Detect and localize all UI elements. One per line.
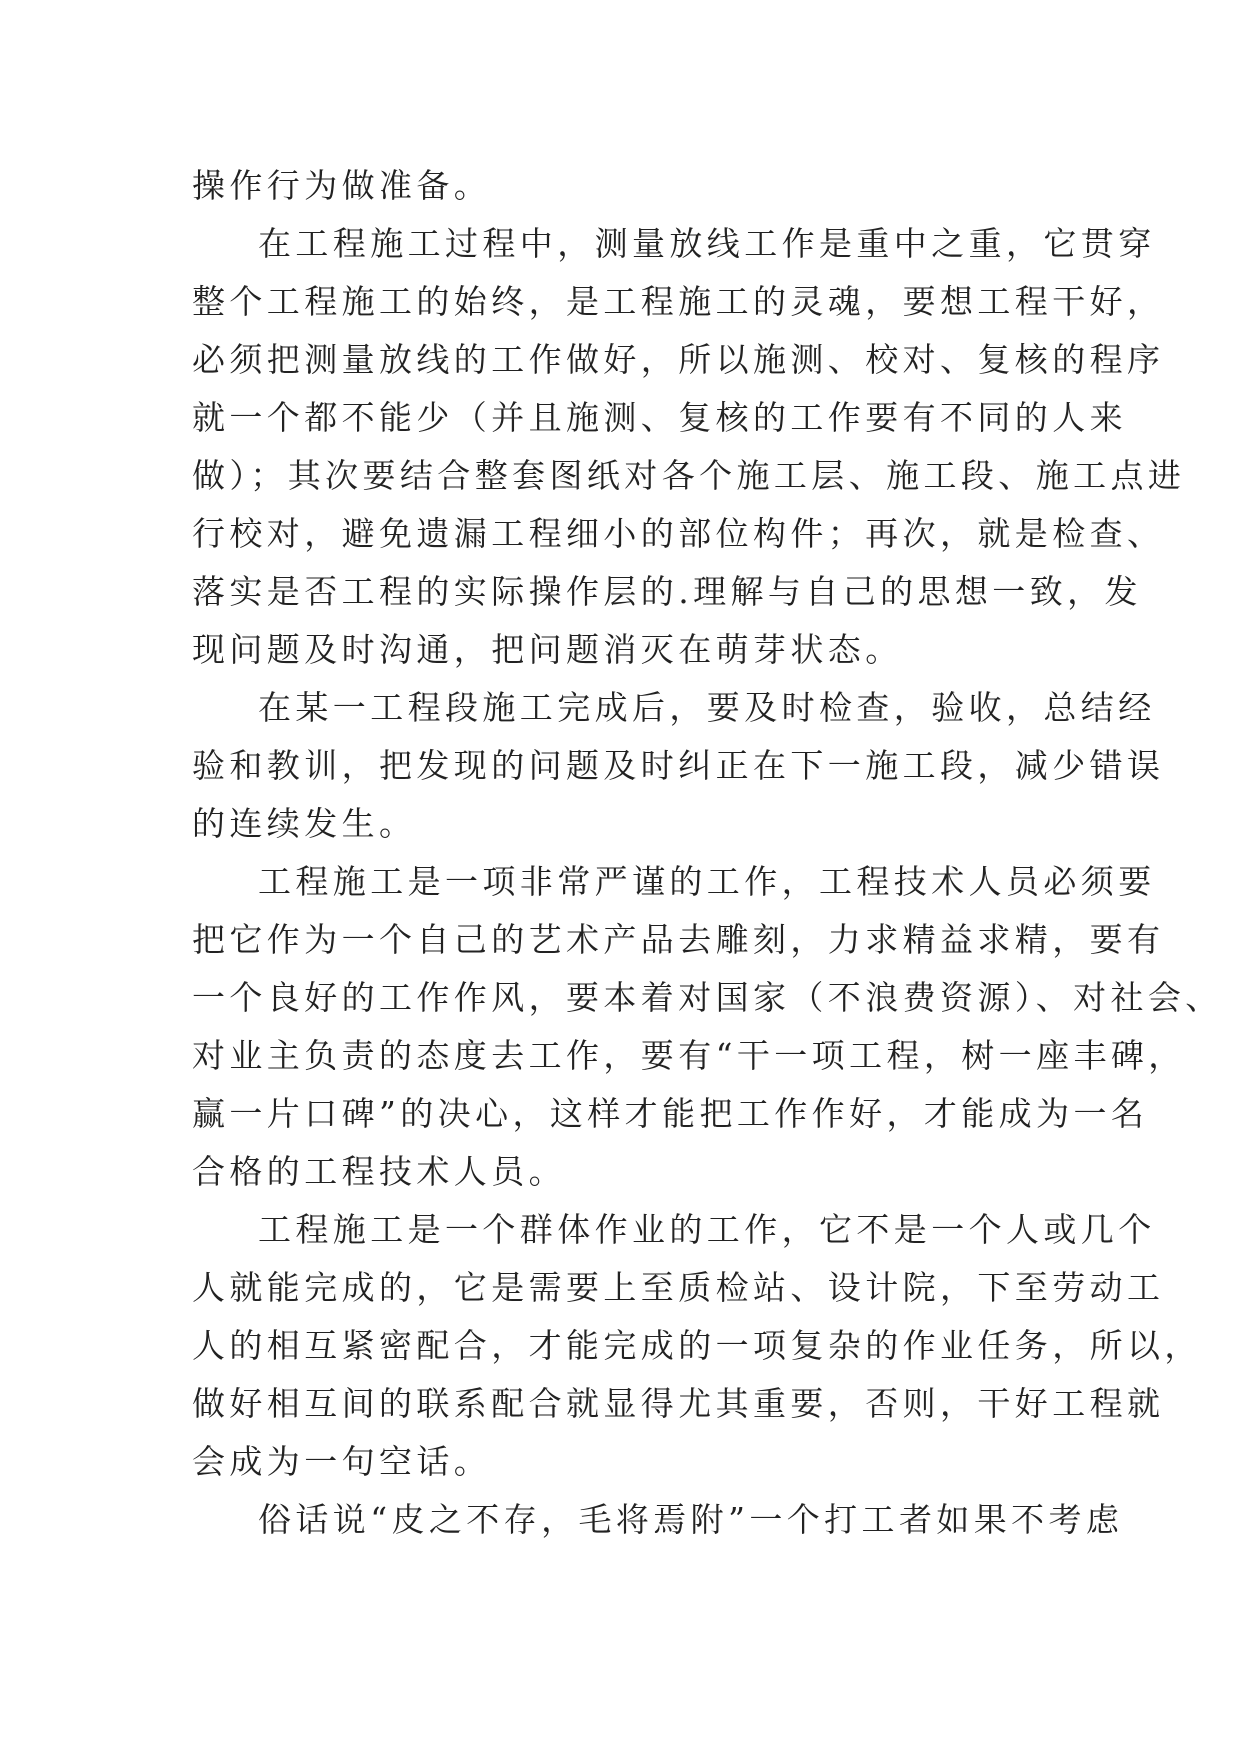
text-line: 在工程施工过程中，测量放线工作是重中之重，它贯穿: [258, 224, 1156, 263]
text-line: 做）；其次要结合整套图纸对各个施工层、施工段、施工点进: [192, 456, 1186, 495]
text-line: 行校对，避免遗漏工程细小的部位构件；再次，就是检查、: [192, 514, 1165, 553]
text-line: 人就能完成的，它是需要上至质检站、设计院，下至劳动工: [192, 1268, 1165, 1307]
text-line: 就一个都不能少（并且施测、复核的工作要有不同的人来: [192, 398, 1127, 437]
text-line: 现问题及时沟通，把问题消灭在萌芽状态。: [192, 630, 903, 669]
text-line: 落实是否工程的实际操作层的.理解与自己的思想一致，发: [192, 572, 1142, 611]
text-line: 的连续发生。: [192, 804, 417, 843]
text-line: 合格的工程技术人员。: [192, 1152, 566, 1191]
text-line: 把它作为一个自己的艺术产品去雕刻，力求精益求精，要有: [192, 920, 1165, 959]
text-line: 会成为一句空话。: [192, 1442, 492, 1481]
text-line: 赢一片口碑”的决心，这样才能把工作作好，才能成为一名: [192, 1094, 1149, 1133]
text-line: 对业主负责的态度去工作，要有“干一项工程，树一座丰碑，: [192, 1036, 1186, 1075]
text-line: 工程施工是一个群体作业的工作，它不是一个人或几个: [258, 1210, 1156, 1249]
text-line: 验和教训，把发现的问题及时纠正在下一施工段，减少错误: [192, 746, 1165, 785]
text-line: 俗话说“皮之不存，毛将焉附”一个打工者如果不考虑: [258, 1500, 1124, 1539]
text-line: 工程施工是一项非常严谨的工作，工程技术人员必须要: [258, 862, 1156, 901]
text-line: 必须把测量放线的工作做好，所以施测、校对、复核的程序: [192, 340, 1165, 379]
text-line: 做好相互间的联系配合就显得尤其重要，否则，干好工程就: [192, 1384, 1165, 1423]
text-line: 一个良好的工作作风，要本着对国家（不浪费资源）、对社会、: [192, 978, 1223, 1017]
text-line: 人的相互紧密配合，才能完成的一项复杂的作业任务，所以，: [192, 1326, 1202, 1365]
text-line: 整个工程施工的始终，是工程施工的灵魂，要想工程干好，: [192, 282, 1165, 321]
text-line: 在某一工程段施工完成后，要及时检查，验收，总结经: [258, 688, 1156, 727]
text-line: 操作行为做准备。: [192, 166, 492, 205]
